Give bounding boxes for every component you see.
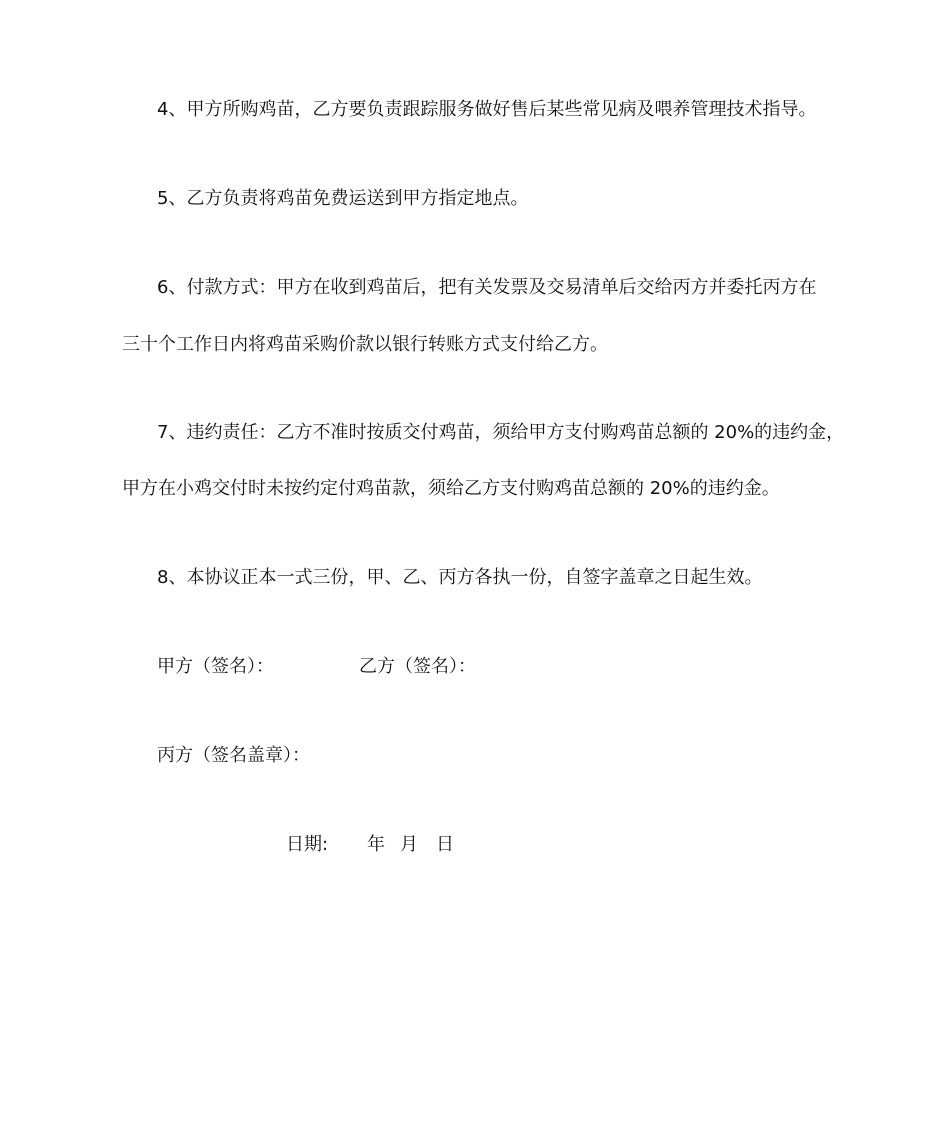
- party-b-signature-label: 乙方（签名）：: [359, 656, 476, 677]
- clause-7-line-1: 7、违约责任：乙方不准时按质交付鸡苗，须给甲方支付购鸡苗总额的 20%的违约金，: [157, 422, 845, 443]
- date-label: 日期:: [286, 834, 329, 855]
- clause-6-line-1: 6、付款方式：甲方在收到鸡苗后，把有关发票及交易清单后交给丙方并委托丙方在: [157, 277, 817, 298]
- date-month-label: 月: [400, 834, 418, 855]
- party-c-signature-label: 丙方（签名盖章）：: [157, 745, 310, 766]
- party-a-signature-label: 甲方（签名）：: [157, 656, 274, 677]
- clause-8-line-1: 8、本协议正本一式三份，甲、乙、丙方各执一份，自签字盖章之日起生效。: [157, 567, 763, 588]
- date-day-label: 日: [436, 834, 454, 855]
- date-year-label: 年: [367, 834, 385, 855]
- clause-4-line-1: 4、甲方所购鸡苗，乙方要负责跟踪服务做好售后某些常见病及喂养管理技术指导。: [157, 99, 817, 120]
- clause-7-line-2: 甲方在小鸡交付时未按约定付鸡苗款，须给乙方支付购鸡苗总额的 20%的违约金。: [122, 478, 780, 499]
- clause-6-line-2: 三十个工作日内将鸡苗采购价款以银行转账方式支付给乙方。: [122, 334, 608, 355]
- clause-5-line-1: 5、乙方负责将鸡苗免费运送到甲方指定地点。: [157, 188, 529, 209]
